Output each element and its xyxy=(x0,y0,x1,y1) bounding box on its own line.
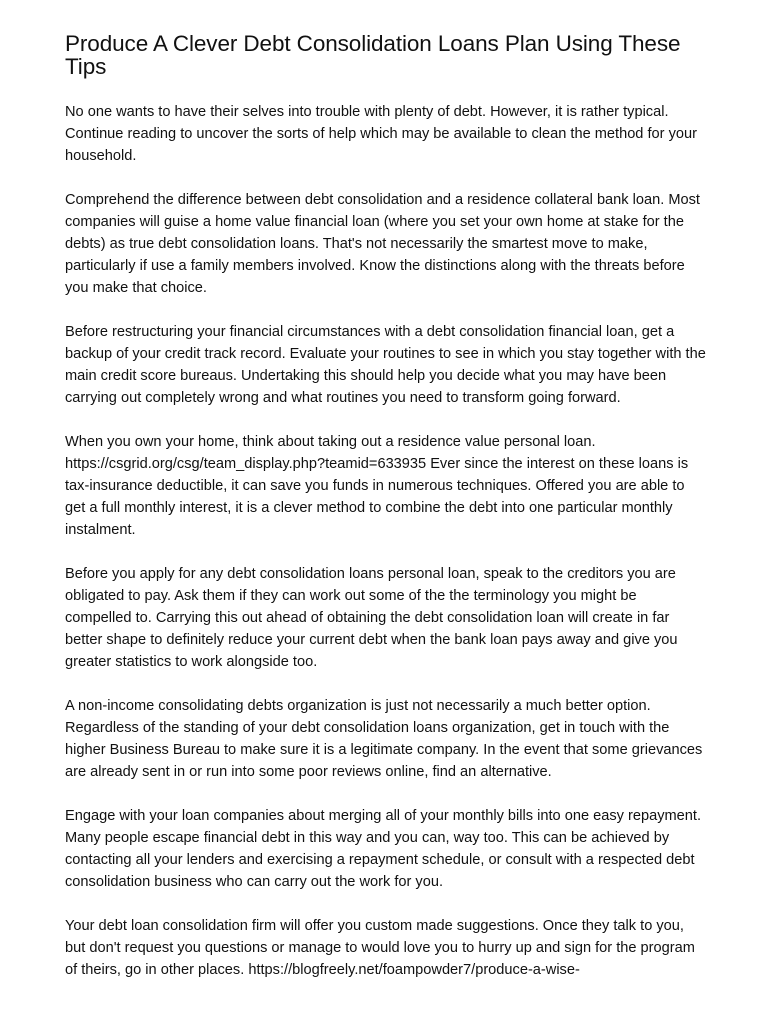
paragraph-8: Your debt loan consolidation firm will offer you custom made suggestions. Once they talk to you, but don't request you questions or manage to would love you to hurry up and sign for the program of theirs, go in other places. https://blogfreely.net/foampowder7/produce-a-wise- xyxy=(65,918,695,978)
paragraph-3: Before restructuring your financial circumstances with a debt consolidation financial loan, get a backup of your credit track record. Evaluate your routines to see in which you stay together with the main credit score bureaus. Undertaking this should help you decide what you may have been carrying out completely wrong and what routines you need to transform going forward. xyxy=(65,324,706,406)
paragraph-2: Comprehend the difference between debt consolidation and a residence collateral bank loan. Most companies will guise a home value financial loan (where you set your own home at stake for the debts) as true debt consolidation loans. That's not necessarily the smartest move to make, particularly if use a family members involved. Know the distinctions along with the threats before you make that choice. xyxy=(65,192,700,296)
paragraph-5: Before you apply for any debt consolidation loans personal loan, speak to the creditors you are obligated to pay. Ask them if they can work out some of the the terminology you might be compelled to. Carrying this out ahead of obtaining the debt consolidation loan will create in far better shape to definitely reduce your current debt when the bank loan pays away and give you greater statistics to work alongside too. xyxy=(65,566,678,670)
paragraph-6: A non-income consolidating debts organization is just not necessarily a much better option. Regardless of the standing of your debt consolidation loans organization, get in touch with the higher Business Bureau to make sure it is a legitimate company. In the event that some grievances are already sent in or run into some poor reviews online, find an alternative. xyxy=(65,698,703,780)
document-body xyxy=(65,101,707,1003)
paragraph-1: No one wants to have their selves into trouble with plenty of debt. However, it is rather typical. Continue reading to uncover the sorts of help which may be available to clean the method for your household. xyxy=(65,104,697,164)
paragraph-4: When you own your home, think about taking out a residence value personal loan. https://csgrid.org/csg/team_display.php?teamid=633935 Ever since the interest on these loans is tax-insurance deductible, it can save you funds in numerous techniques. Offered you are able to get a full monthly interest, it is a clever method to combine the debt into one particular monthly instalment. xyxy=(65,434,689,538)
document-title: Produce A Clever Debt Consolidation Loans Plan Using These Tips xyxy=(65,31,681,79)
paragraph-7: Engage with your loan companies about merging all of your monthly bills into one easy repayment. Many people escape financial debt in this way and you can, way too. This can be achieved by contacting all your lenders and exercising a repayment schedule, or consult with a respected debt consolidation business who can carry out the work for you. xyxy=(65,808,701,890)
